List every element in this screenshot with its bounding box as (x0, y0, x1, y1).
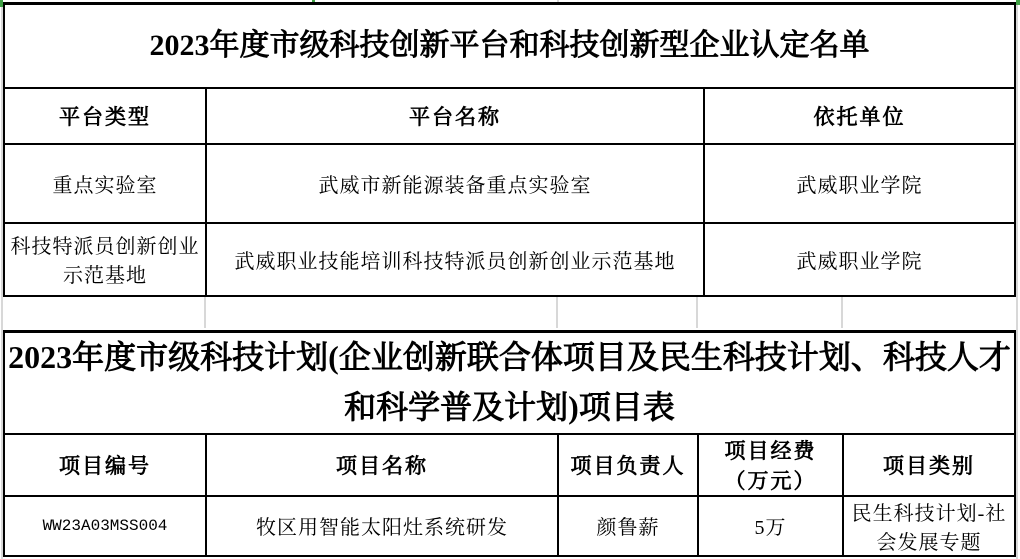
column-header-project-leader: 项目负责人 (558, 434, 698, 496)
table1-title: 2023年度市级科技创新平台和科技创新型企业认定名单 (4, 4, 1015, 88)
gridline (204, 297, 206, 328)
green-marker-top-right (1016, 0, 1020, 5)
platform-type-cell: 科技特派员创新创业示范基地 (4, 223, 206, 296)
column-header-platform-type: 平台类型 (4, 88, 206, 144)
table-row (4, 223, 1015, 296)
gridline (556, 297, 558, 328)
column-header-platform-name: 平台名称 (206, 88, 704, 144)
column-header-project-number: 项目编号 (4, 434, 206, 496)
platform-name-cell: 武威市新能源装备重点实验室 (206, 144, 704, 223)
column-header-project-funding: 项目经费 （万元） (698, 434, 843, 496)
gridline (841, 297, 843, 328)
column-header-project-name: 项目名称 (206, 434, 558, 496)
project-name-cell: 牧区用智能太阳灶系统研发 (206, 496, 558, 556)
project-funding-cell: 5万 (698, 496, 843, 556)
project-category-cell: 民生科技计划-社会发展专题 (843, 496, 1015, 556)
platform-recognition-table (3, 2, 1016, 297)
supporting-unit-cell: 武威职业学院 (704, 144, 1015, 223)
table2-title: 2023年度市级科技计划(企业创新联合体项目及民生科技计划、科技人才和科学普及计划)项目表 (4, 332, 1015, 434)
platform-name-cell: 武威职业技能培训科技特派员创新创业示范基地 (206, 223, 704, 296)
gridline (696, 297, 698, 328)
table-row (4, 496, 1015, 556)
sci-tech-plan-project-table (3, 330, 1016, 557)
right-gridline (1016, 0, 1018, 559)
table-row (4, 144, 1015, 223)
project-number-cell: WW23A03MSS004 (4, 496, 206, 556)
column-header-project-category: 项目类别 (843, 434, 1015, 496)
platform-type-cell: 重点实验室 (4, 144, 206, 223)
project-leader-cell: 颜鲁薪 (558, 496, 698, 556)
supporting-unit-cell: 武威职业学院 (704, 223, 1015, 296)
column-header-supporting-unit: 依托单位 (704, 88, 1015, 144)
